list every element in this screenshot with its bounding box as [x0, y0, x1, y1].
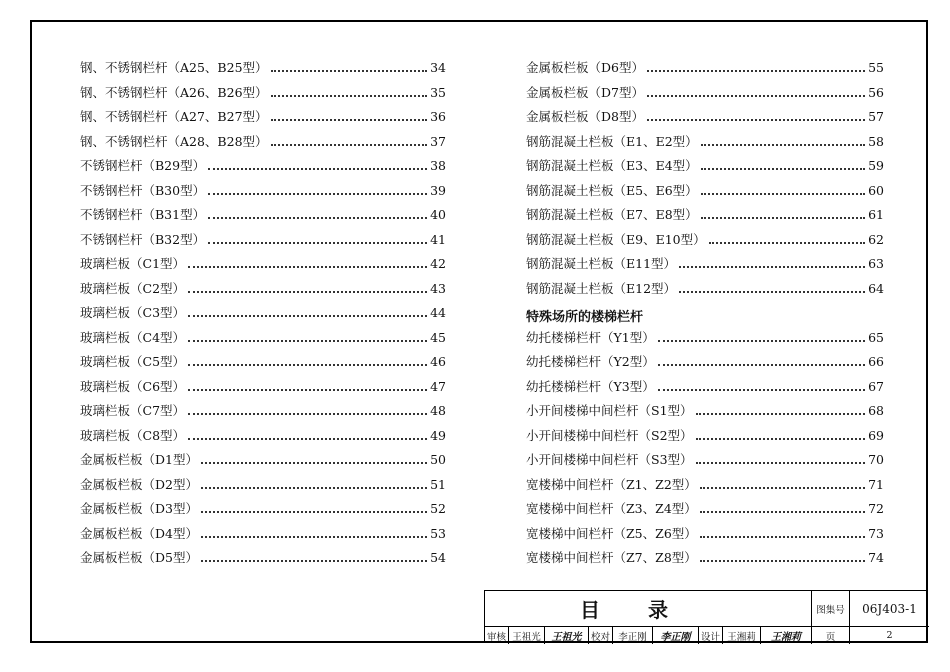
- toc-entry: [526, 132, 884, 157]
- page-number: 2: [886, 630, 893, 641]
- dot-leader: [271, 119, 428, 121]
- dot-leader: [188, 315, 427, 317]
- toc-entry: [80, 524, 446, 549]
- dot-leader: [647, 70, 865, 72]
- toc-entry-page: 62: [868, 231, 884, 247]
- toc-entry: [80, 156, 446, 181]
- toc-entry-title: 钢、不锈钢栏杆（A28、B28型）: [80, 133, 268, 149]
- toc-entry: [80, 132, 446, 157]
- dot-leader: [701, 193, 865, 195]
- toc-entry-page: 48: [430, 403, 446, 418]
- toc-entry: [80, 279, 446, 304]
- toc-entry-title: 钢、不锈钢栏杆（A26、B26型）: [80, 84, 268, 100]
- designer-signature: 王湘莉: [761, 627, 812, 644]
- toc-entry: [80, 499, 446, 524]
- toc-entry-title: 玻璃栏板（C6型）: [80, 378, 186, 394]
- toc-entry-title: 钢筋混凝土栏板（E9、E10型）: [526, 231, 706, 247]
- toc-entry-title: 宽楼梯中间栏杆（Z3、Z4型）: [526, 501, 697, 516]
- toc-entry: [526, 475, 884, 500]
- dot-leader: [208, 168, 427, 170]
- toc-entry-title: 钢、不锈钢栏杆（A27、B27型）: [80, 109, 268, 124]
- toc-entry-page: 58: [868, 133, 884, 149]
- toc-entry-page: 67: [868, 378, 884, 394]
- section-heading: 特殊场所的楼梯栏杆: [526, 309, 644, 325]
- dot-leader: [208, 217, 427, 219]
- toc-entry-page: 45: [430, 329, 446, 345]
- toc-entry: [80, 401, 446, 426]
- dot-leader: [188, 266, 427, 268]
- checker-signature: 李正刚: [653, 627, 699, 644]
- reviewer-signature: 王祖光: [545, 627, 589, 644]
- toc-entry-title: 宽楼梯中间栏杆（Z7、Z8型）: [526, 550, 697, 565]
- dot-leader: [679, 266, 865, 268]
- reviewer-name: 王祖光: [509, 627, 545, 644]
- dot-leader: [658, 389, 865, 391]
- toc-entry-title: 宽楼梯中间栏杆（Z5、Z6型）: [526, 525, 697, 541]
- dot-leader: [696, 462, 866, 464]
- dot-leader: [701, 144, 865, 146]
- toc-entry-title: 小开间楼梯中间栏杆（S1型）: [526, 403, 693, 418]
- toc-entry: [80, 450, 446, 475]
- check-label: 校对: [589, 627, 613, 644]
- dot-leader: [700, 487, 865, 489]
- dot-leader: [700, 560, 865, 562]
- toc-entry-title: 玻璃栏板（C3型）: [80, 305, 186, 320]
- toc-entry-page: 74: [868, 550, 884, 565]
- toc-entry-title: 金属板栏板（D4型）: [80, 525, 198, 541]
- toc-right-column: [526, 58, 884, 573]
- toc-entry-page: 38: [430, 158, 446, 173]
- toc-entry: [80, 426, 446, 451]
- toc-entry-page: 65: [868, 329, 884, 345]
- toc-entry-title: 金属板栏板（D6型）: [526, 60, 644, 75]
- toc-entry-page: 56: [868, 84, 884, 100]
- toc-entry-page: 66: [868, 354, 884, 369]
- toc-entry: [80, 475, 446, 500]
- checker-name: 李正刚: [613, 627, 653, 644]
- toc-entry-title: 小开间楼梯中间栏杆（S2型）: [526, 427, 693, 443]
- toc-entry: [80, 230, 446, 255]
- toc-entry: [526, 352, 884, 377]
- toc-entry: [526, 401, 884, 426]
- toc-entry-title: 不锈钢栏杆（B29型）: [80, 158, 206, 173]
- toc-entry-title: 金属板栏板（D7型）: [526, 84, 644, 100]
- dot-leader: [696, 413, 866, 415]
- toc-entry: [526, 254, 884, 279]
- dot-leader: [208, 242, 427, 244]
- toc-entry: [526, 83, 884, 108]
- review-label: 审核: [485, 627, 509, 644]
- toc-entry: [80, 58, 446, 83]
- toc-left-column: [80, 58, 446, 573]
- toc-entry-page: 50: [430, 452, 446, 467]
- dot-leader: [658, 364, 865, 366]
- toc-entry-page: 44: [430, 305, 446, 320]
- dot-leader: [271, 144, 428, 146]
- toc-entry-title: 钢、不锈钢栏杆（A25、B25型）: [80, 60, 268, 75]
- dot-leader: [658, 340, 865, 342]
- dot-leader: [188, 364, 427, 366]
- toc-entry-page: 71: [868, 476, 884, 492]
- toc-entry-title: 玻璃栏板（C5型）: [80, 354, 186, 369]
- dot-leader: [201, 511, 427, 513]
- toc-entry: [526, 279, 884, 304]
- toc-entry-page: 43: [430, 280, 446, 296]
- toc-entry-page: 40: [430, 207, 446, 222]
- dot-leader: [188, 389, 427, 391]
- dot-leader: [700, 511, 865, 513]
- toc-entry-title: 金属板栏板（D8型）: [526, 109, 644, 124]
- toc-entry: [526, 499, 884, 524]
- toc-entry: [80, 303, 446, 328]
- toc-entry-title: 钢筋混凝土栏板（E3、E4型）: [526, 158, 698, 173]
- toc-entry: [526, 328, 884, 353]
- title-block: [484, 590, 928, 643]
- toc-entry: [526, 181, 884, 206]
- toc-entry-title: 玻璃栏板（C8型）: [80, 427, 186, 443]
- toc-entry-title: 不锈钢栏杆（B32型）: [80, 231, 206, 247]
- dot-leader: [201, 560, 427, 562]
- dot-leader: [201, 487, 427, 489]
- dot-leader: [188, 438, 427, 440]
- toc-entry-title: 金属板栏板（D5型）: [80, 550, 198, 565]
- toc-entry: [526, 58, 884, 83]
- designer-name: 王湘莉: [723, 627, 761, 644]
- toc-entry-page: 49: [430, 427, 446, 443]
- dot-leader: [201, 462, 427, 464]
- toc-entry-page: 68: [868, 403, 884, 418]
- dot-leader: [208, 193, 427, 195]
- toc-entry-page: 34: [430, 60, 446, 75]
- toc-entry: [526, 524, 884, 549]
- toc-entry: [80, 107, 446, 132]
- toc-entry-page: 69: [868, 427, 884, 443]
- toc-entry-page: 36: [430, 109, 446, 124]
- toc-entry: [526, 107, 884, 132]
- toc-entry-page: 39: [430, 182, 446, 198]
- toc-entry-page: 37: [430, 133, 446, 149]
- toc-entry-page: 42: [430, 256, 446, 271]
- dot-leader: [188, 291, 427, 293]
- toc-entry-title: 金属板栏板（D2型）: [80, 476, 198, 492]
- toc-entry-title: 钢筋混凝土栏板（E5、E6型）: [526, 182, 698, 198]
- toc-entry: [80, 205, 446, 230]
- toc-entry-page: 53: [430, 525, 446, 541]
- dot-leader: [679, 291, 865, 293]
- toc-entry-title: 玻璃栏板（C4型）: [80, 329, 186, 345]
- atlas-number-row: [812, 591, 929, 627]
- toc-entry-page: 46: [430, 354, 446, 369]
- dot-leader: [188, 340, 427, 342]
- dot-leader: [700, 536, 865, 538]
- toc-entry-title: 不锈钢栏杆（B30型）: [80, 182, 206, 198]
- toc-entry-page: 57: [868, 109, 884, 124]
- design-label: 设计: [699, 627, 723, 644]
- toc-entry: [526, 450, 884, 475]
- toc-entry-page: 73: [868, 525, 884, 541]
- toc-entry-title: 玻璃栏板（C7型）: [80, 403, 186, 418]
- toc-entry-page: 51: [430, 476, 446, 492]
- atlas-number: 06J403-1: [862, 601, 917, 616]
- toc-entry: [80, 548, 446, 573]
- toc-entry: [526, 156, 884, 181]
- signature-row: [485, 627, 929, 644]
- toc-entry-title: 钢筋混凝土栏板（E12型）: [526, 280, 677, 296]
- dot-leader: [271, 95, 428, 97]
- toc-entry-page: 55: [868, 60, 884, 75]
- toc-entry-title: 金属板栏板（D1型）: [80, 452, 198, 467]
- toc-entry: [80, 377, 446, 402]
- toc-entry-page: 70: [868, 452, 884, 467]
- toc-entry-title: 不锈钢栏杆（B31型）: [80, 207, 206, 222]
- toc-entry: [526, 426, 884, 451]
- toc-entry-title: 玻璃栏板（C1型）: [80, 256, 186, 271]
- dot-leader: [701, 217, 865, 219]
- dot-leader: [647, 95, 865, 97]
- dot-leader: [696, 438, 866, 440]
- toc-entry-page: 59: [868, 158, 884, 173]
- atlas-label: 图集号: [812, 591, 850, 626]
- toc-entry-title: 小开间楼梯中间栏杆（S3型）: [526, 452, 693, 467]
- toc-entry-title: 幼托楼梯栏杆（Y3型）: [526, 378, 655, 394]
- dot-leader: [271, 70, 428, 72]
- toc-entry-title: 宽楼梯中间栏杆（Z1、Z2型）: [526, 476, 697, 492]
- toc-entry-title: 金属板栏板（D3型）: [80, 501, 198, 516]
- page-label: 页: [812, 627, 850, 644]
- toc-entry: [80, 328, 446, 353]
- toc-entry: [526, 377, 884, 402]
- dot-leader: [647, 119, 865, 121]
- dot-leader: [188, 413, 427, 415]
- toc-entry-page: 54: [430, 550, 446, 565]
- toc-entry-title: 钢筋混凝土栏板（E1、E2型）: [526, 133, 698, 149]
- dot-leader: [709, 242, 865, 244]
- dot-leader: [201, 536, 427, 538]
- toc-entry: [526, 205, 884, 230]
- toc-entry: [526, 548, 884, 573]
- drawing-title: 目录: [485, 591, 812, 627]
- toc-entry-page: 52: [430, 501, 446, 516]
- toc-entry-title: 幼托楼梯栏杆（Y2型）: [526, 354, 655, 369]
- toc-entry-title: 幼托楼梯栏杆（Y1型）: [526, 329, 655, 345]
- toc-entry-title: 玻璃栏板（C2型）: [80, 280, 186, 296]
- toc-entry-page: 47: [430, 378, 446, 394]
- toc-entry-page: 35: [430, 84, 446, 100]
- toc-entry: [80, 254, 446, 279]
- toc-entry: [80, 181, 446, 206]
- toc-entry: [80, 352, 446, 377]
- toc-entry-page: 72: [868, 501, 884, 516]
- toc-entry-title: 钢筋混凝土栏板（E11型）: [526, 256, 677, 271]
- toc-entry: [80, 83, 446, 108]
- toc-entry-page: 60: [868, 182, 884, 198]
- toc-entry-page: 61: [868, 207, 884, 222]
- toc-entry-title: 钢筋混凝土栏板（E7、E8型）: [526, 207, 698, 222]
- dot-leader: [701, 168, 865, 170]
- toc-entry-page: 64: [868, 280, 884, 296]
- toc-entry-page: 63: [868, 256, 884, 271]
- toc-entry: [526, 230, 884, 255]
- toc-entry-page: 41: [430, 231, 446, 247]
